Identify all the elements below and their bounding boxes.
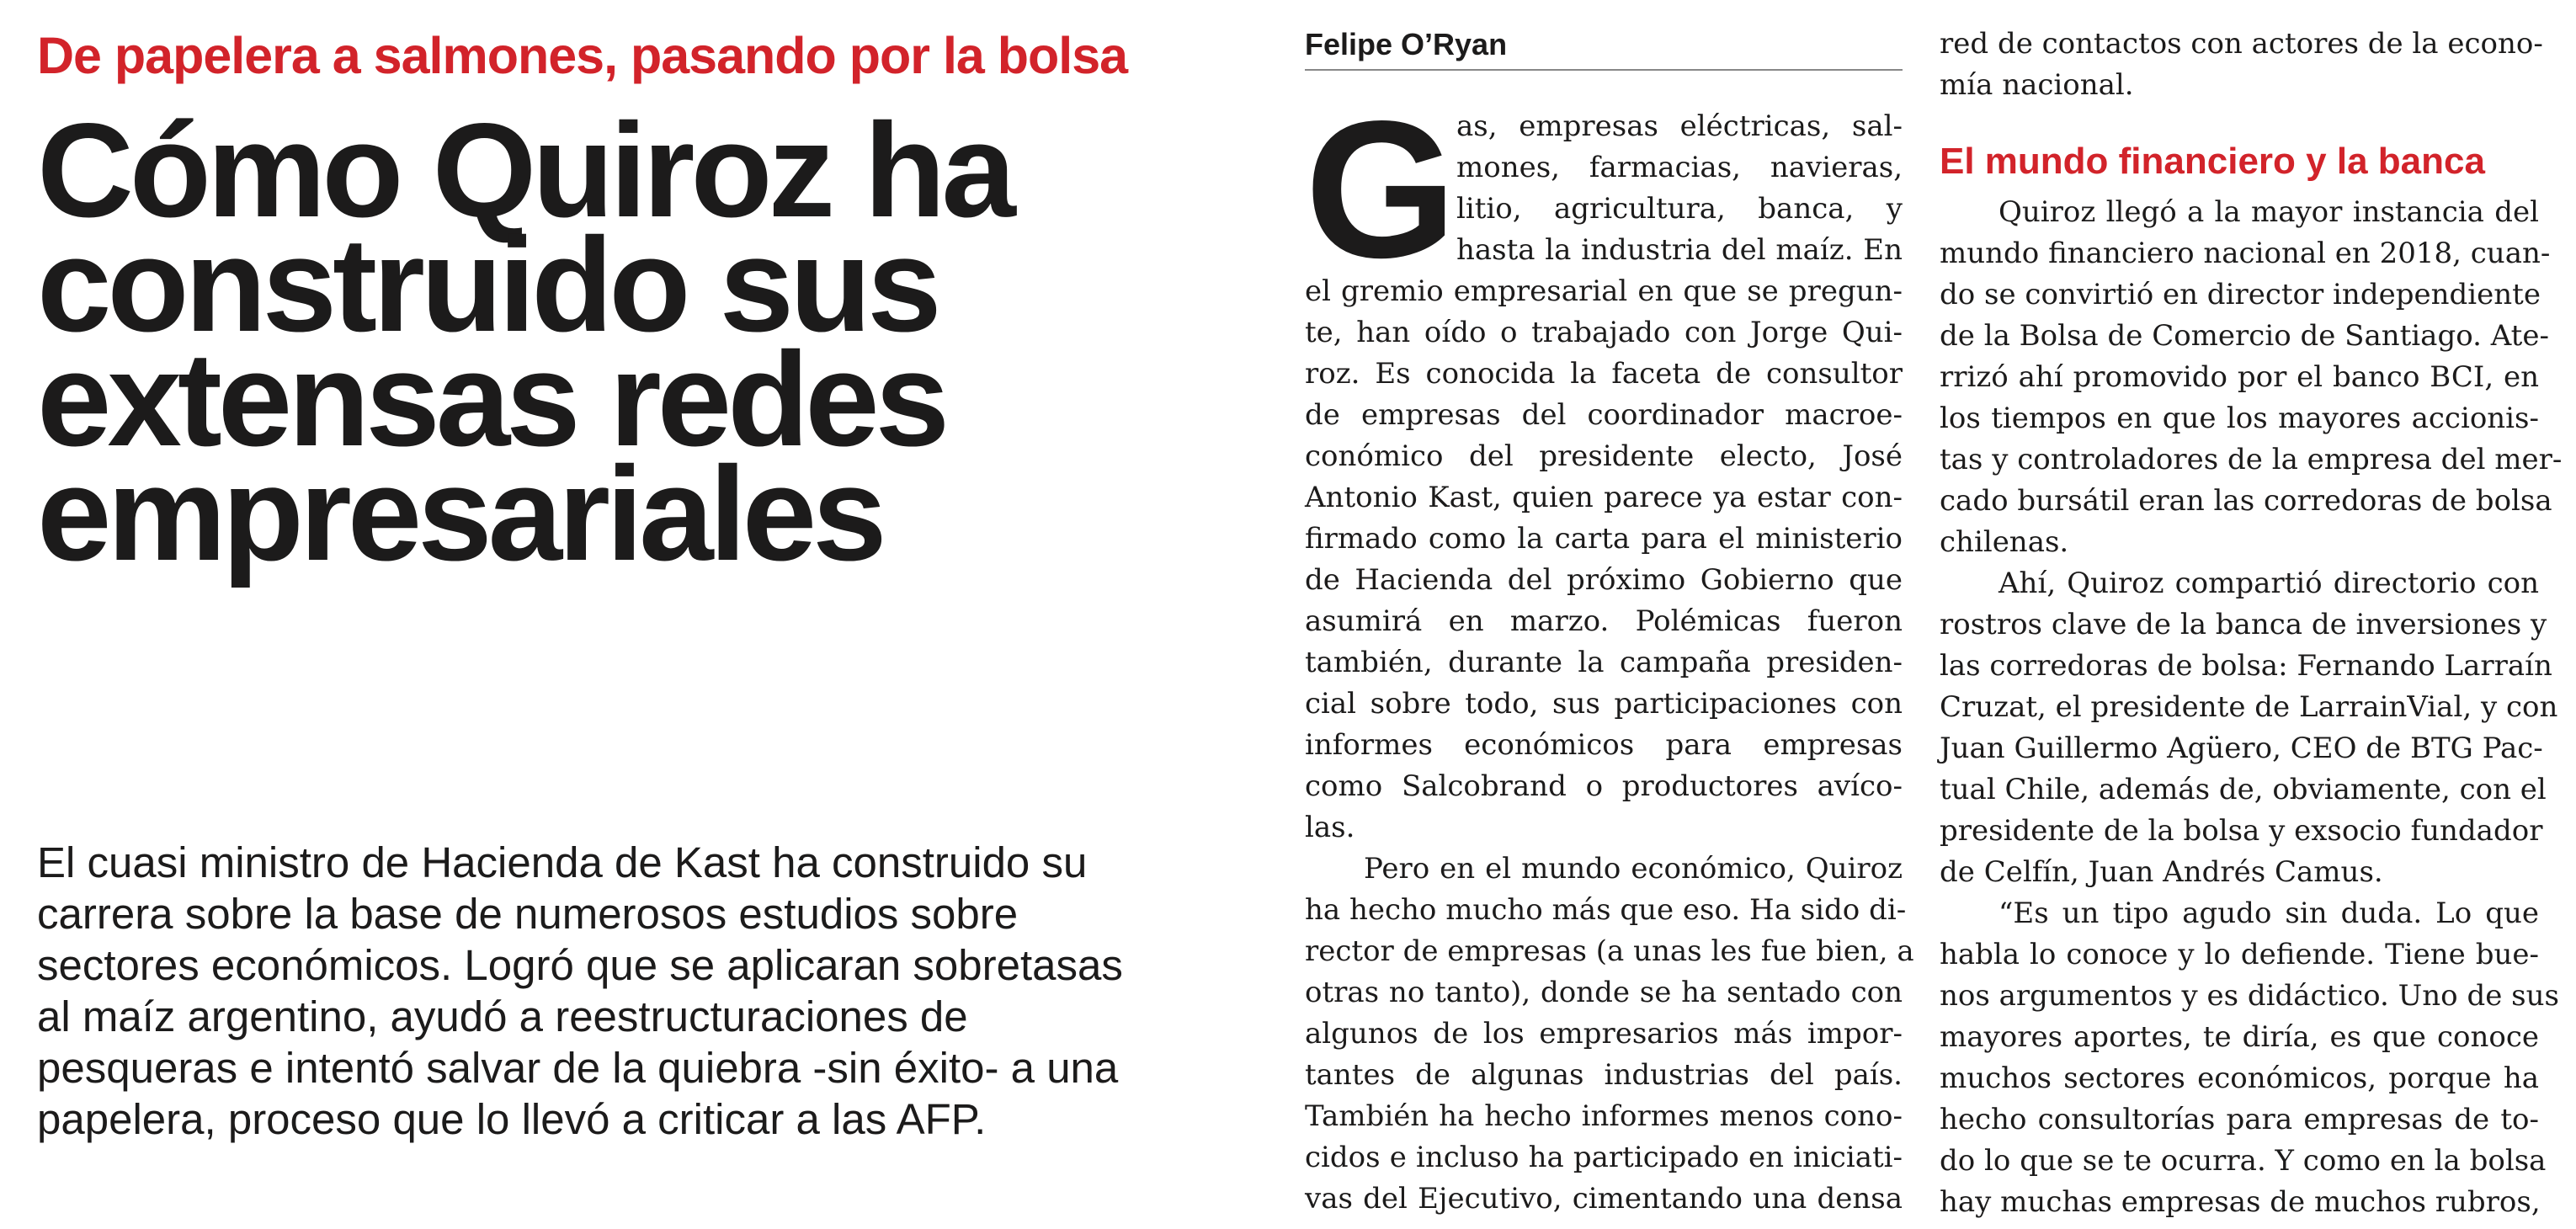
text-line: muchos sectores económicos, porque ha <box>1940 1061 2539 1095</box>
text-line: de Celfín, Juan Andrés Camus. <box>1940 855 2383 889</box>
text-line: chilenas. <box>1940 525 2069 559</box>
text-line: mundo financiero nacional en 2018, cuan- <box>1940 237 2551 270</box>
text-line: “Es un tipo agudo sin duda. Lo que <box>1999 896 2539 930</box>
text-line: nos argumentos y es didáctico. Uno de sus <box>1940 979 2559 1013</box>
text-line: vas del Ejecutivo, cimentando una densa <box>1305 1182 1903 1216</box>
text-line: mayores aportes, te diría, es que conoce <box>1940 1020 2539 1054</box>
article-column-2 <box>1940 24 2563 1223</box>
text-line: asumirá en marzo. Polémicas fueron <box>1305 604 1903 638</box>
headline-block <box>37 24 1258 588</box>
text-line: las. <box>1305 811 1355 844</box>
paragraph <box>1305 271 1903 849</box>
text-line: habla lo conoce y lo defiende. Tiene bue- <box>1940 938 2539 971</box>
text-line: Quiroz llegó a la mayor instancia del <box>1999 195 2539 229</box>
headline-line: construido sus <box>37 210 938 359</box>
text-line: conómico del presidente electo, José <box>1305 439 1903 473</box>
paragraph <box>1940 563 2558 893</box>
text-line: Pero en el mundo económico, Quiroz <box>1364 852 1903 886</box>
text-line: rostros clave de la banca de inversiones y <box>1940 608 2547 641</box>
text-line: de la Bolsa de Comercio de Santiago. Ate- <box>1940 319 2549 353</box>
text-line: como Salcobrand o productores avíco- <box>1305 769 1903 803</box>
text-line: de empresas del coordinador macroe- <box>1305 398 1903 432</box>
deck <box>37 837 1258 1145</box>
subheading: El mundo financiero y la banca <box>1940 141 2485 182</box>
text-line: roz. Es conocida la faceta de consultor <box>1305 357 1903 391</box>
text-line: cidos e incluso ha participado en iniciati- <box>1305 1141 1903 1174</box>
text-line: Antonio Kast, quien parece ya estar con- <box>1305 481 1903 514</box>
text-line: cado bursátil eran las corredoras de bolsa <box>1940 484 2552 518</box>
text-line: de Hacienda del próximo Gobierno que <box>1305 563 1903 597</box>
deck-line: al maíz argentino, ayudó a reestructuraciones de <box>37 992 968 1040</box>
text-line: tantes de algunas industrias del país. <box>1305 1058 1903 1092</box>
text-line: rector de empresas (a unas les fue bien, a <box>1305 934 1914 968</box>
text-line: Ahí, Quiroz compartió directorio con <box>1999 567 2539 600</box>
deck-line: papelera, proceso que lo llevó a criticar a las AFP. <box>37 1095 987 1143</box>
paragraph <box>1940 24 2543 106</box>
text-line: tual Chile, además de, obviamente, con el <box>1940 773 2547 806</box>
deck-line: pesqueras e intentó salvar de la quiebra -sin éxito- a una <box>37 1044 1119 1092</box>
text-line: algunos de los empresarios más impor- <box>1305 1017 1903 1051</box>
text-line: otras no tanto), donde se ha sentado con <box>1305 976 1903 1009</box>
text-line: informes económicos para empresas <box>1305 728 1903 762</box>
drop-cap: G <box>1305 81 1450 299</box>
text-line: el gremio empresarial en que se pregun- <box>1305 274 1903 308</box>
deck-line: El cuasi ministro de Hacienda de Kast ha construido su <box>37 838 1088 886</box>
text-line: rrizó ahí promovido por el banco BCI, en <box>1940 360 2539 394</box>
deck-line: sectores económicos. Logró que se aplicaran sobretasas <box>37 941 1123 989</box>
paragraph <box>1940 893 2559 1223</box>
deck-line: carrera sobre la base de numerosos estudios sobre <box>37 890 1019 938</box>
text-line: firmado como la carta para el ministerio <box>1305 522 1903 556</box>
text-line: mones, farmacias, navieras, <box>1456 151 1903 184</box>
text-line: hay muchas empresas de muchos rubros, <box>1940 1185 2541 1219</box>
text-line: red de contactos con actores de la econo- <box>1940 27 2543 61</box>
text-line: Juan Guillermo Agüero, CEO de BTG Pac- <box>1940 732 2543 765</box>
text-line: litio, agricultura, banca, y <box>1456 192 1903 226</box>
article-column-1 <box>1305 24 1914 1220</box>
text-line: te, han oído o trabajado con Jorge Qui- <box>1305 316 1903 349</box>
text-line: presidente de la bolsa y exsocio fundador <box>1940 814 2543 848</box>
paragraph <box>1305 849 1914 1220</box>
headline <box>37 95 1258 588</box>
text-line: tas y controladores de la empresa del mer- <box>1940 443 2563 476</box>
text-line: hecho consultorías para empresas de to- <box>1940 1103 2539 1136</box>
byline: Felipe O’Ryan <box>1305 24 1903 71</box>
drop-cap-lines <box>1456 106 1903 271</box>
text-line: las corredoras de bolsa: Fernando Larraín <box>1940 649 2552 683</box>
paragraph <box>1940 192 2563 563</box>
kicker: De papelera a salmones, pasando por la bolsa <box>37 27 1128 84</box>
headline-line: extensas redes <box>37 324 946 474</box>
text-line: los tiempos en que los mayores accionis- <box>1940 402 2539 435</box>
headline-line: Cómo Quiroz ha <box>37 95 1012 245</box>
text-line: mía nacional. <box>1940 68 2134 102</box>
text-line: hasta la industria del maíz. En <box>1456 233 1903 267</box>
text-line: cial sobre todo, sus participaciones con <box>1305 687 1903 721</box>
text-line: Cruzat, el presidente de LarrainVial, y con <box>1940 690 2558 724</box>
text-line: también, durante la campaña presiden- <box>1305 646 1903 679</box>
text-line: ha hecho mucho más que eso. Ha sido di- <box>1305 893 1907 927</box>
text-line: También ha hecho informes menos cono- <box>1305 1099 1903 1133</box>
text-line: do se convirtió en director independiente <box>1940 278 2541 311</box>
text-line: as, empresas eléctricas, sal- <box>1456 109 1903 143</box>
headline-line: empresariales <box>37 439 883 588</box>
text-line: do lo que se te ocurra. Y como en la bolsa <box>1940 1144 2547 1178</box>
